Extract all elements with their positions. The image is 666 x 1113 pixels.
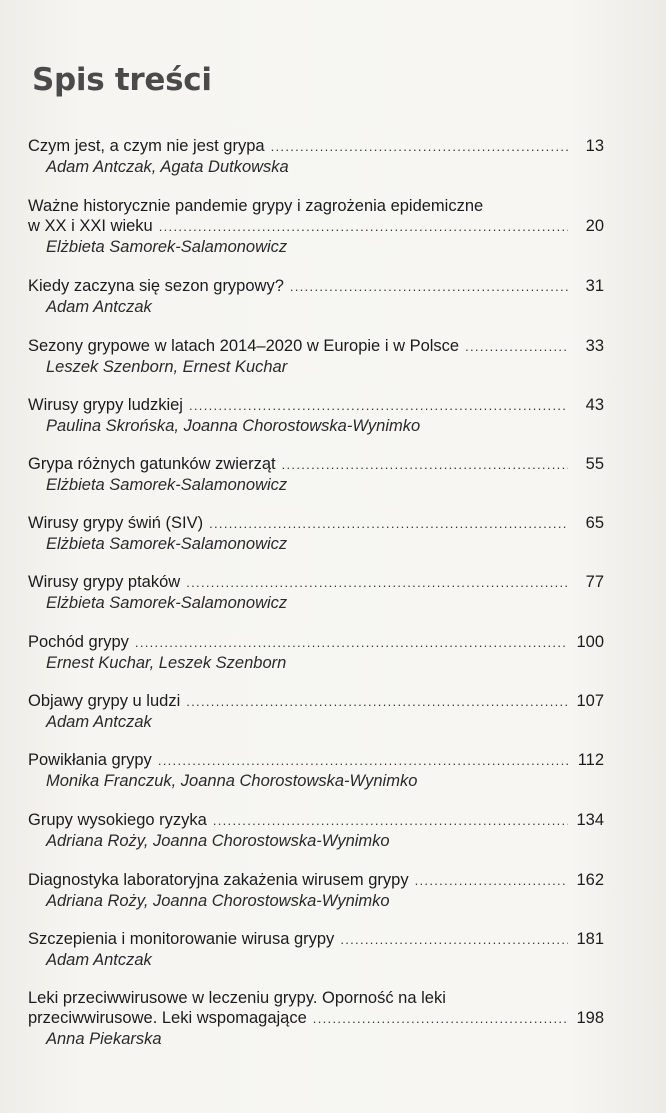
- toc-entry[interactable]: [28, 336, 604, 377]
- toc-entry-title-line: [28, 988, 604, 1008]
- toc-entry-title-row: [28, 513, 604, 534]
- toc-entry-title-row: [28, 276, 604, 297]
- toc-entry[interactable]: [28, 454, 604, 495]
- toc-entry-title-row: [28, 810, 604, 831]
- toc-entry-title-row: [28, 632, 604, 653]
- toc-entry-title: Czym jest, a czym nie jest grypa: [28, 137, 265, 155]
- toc-entry-title-row: [28, 136, 604, 157]
- toc-entry[interactable]: [28, 870, 604, 911]
- dot-leader: [189, 396, 568, 416]
- toc-entry-title: Sezony grypowe w latach 2014–2020 w Europie i w Polsce: [28, 337, 460, 355]
- toc-entry-title: Wirusy grypy ludzkiej: [28, 396, 183, 414]
- toc-entry-title-row: [28, 454, 604, 475]
- toc-entry-title-row: [28, 870, 604, 891]
- toc-entry-authors: Adam Antczak: [46, 713, 152, 731]
- dot-leader: [159, 217, 568, 237]
- toc-entry-authors: Adam Antczak, Agata Dutkowska: [46, 158, 289, 176]
- page-number: 198: [576, 1009, 604, 1027]
- toc-entry-title-line: [28, 196, 604, 216]
- toc-entry-title: Ważne historycznie pandemie grypy i zagrożenia epidemiczne: [28, 197, 484, 215]
- page-number: 112: [577, 751, 604, 769]
- toc-entry-authors: Adam Antczak: [46, 298, 152, 316]
- page-number: 33: [585, 337, 604, 355]
- dot-leader: [415, 871, 568, 891]
- toc-entry-authors: Adriana Roży, Joanna Chorostowska-Wynimko: [46, 892, 390, 910]
- page-number: 162: [576, 871, 604, 889]
- toc-entry-authors: Monika Franczuk, Joanna Chorostowska-Wynimko: [46, 772, 418, 790]
- page-number: 31: [585, 277, 604, 295]
- toc-entry-title: Powikłania grypy: [28, 751, 152, 769]
- page-number: 55: [585, 455, 604, 473]
- toc-entry-authors: Ernest Kuchar, Leszek Szenborn: [46, 654, 287, 672]
- page-number: 134: [576, 811, 604, 829]
- toc-entry-title: w XX i XXI wieku: [28, 217, 153, 235]
- toc-entry[interactable]: [28, 929, 604, 970]
- toc-entry-title: Grupy wysokiego ryzyka: [28, 811, 207, 829]
- toc-entry-title: Leki przeciwwirusowe w leczeniu grypy. Oporność na leki: [28, 989, 446, 1007]
- toc-entry-title-row: [28, 1008, 604, 1029]
- page-number: 107: [576, 692, 604, 710]
- toc-entry-title-row: [28, 395, 604, 416]
- page-number: 65: [585, 514, 604, 532]
- toc-entry-authors: Adam Antczak: [46, 951, 152, 969]
- toc-entry[interactable]: [28, 395, 604, 436]
- page-number: 77: [585, 573, 604, 591]
- dot-leader: [186, 573, 568, 593]
- toc-entry-title: Objawy grypy u ludzi: [28, 692, 181, 710]
- toc-entry-title: Kiedy zaczyna się sezon grypowy?: [28, 277, 284, 295]
- toc-entry-authors: Anna Piekarska: [46, 1030, 162, 1048]
- toc-entry-authors: Elżbieta Samorek-Salamonowicz: [46, 535, 288, 553]
- toc-entry-title-row: [28, 691, 604, 712]
- toc-entry[interactable]: [28, 513, 604, 554]
- dot-leader: [209, 514, 568, 534]
- toc-entry-title: Diagnostyka laboratoryjna zakażenia wirusem grypy: [28, 871, 409, 889]
- toc-entry-title-row: [28, 336, 604, 357]
- dot-leader: [340, 930, 568, 950]
- toc-entry-title: Grypa różnych gatunków zwierząt: [28, 455, 276, 473]
- toc-entry-authors: Paulina Skrońska, Joanna Chorostowska-Wynimko: [46, 417, 421, 435]
- dot-leader: [313, 1009, 568, 1029]
- toc-entry[interactable]: [28, 691, 604, 732]
- dot-leader: [135, 633, 568, 653]
- toc-entry[interactable]: [28, 136, 604, 177]
- toc-entry-title: Szczepienia i monitorowanie wirusa grypy: [28, 930, 335, 948]
- toc-entry-authors: Elżbieta Samorek-Salamonowicz: [46, 594, 288, 612]
- toc-entry[interactable]: [28, 750, 604, 791]
- toc-entry-title-row: [28, 750, 604, 771]
- toc-entry-authors: Leszek Szenborn, Ernest Kuchar: [46, 358, 288, 376]
- toc-entry[interactable]: [28, 988, 604, 1049]
- page-number: 13: [585, 137, 604, 155]
- page-number: 20: [585, 217, 604, 235]
- toc-entry[interactable]: [28, 572, 604, 613]
- page-number: 43: [585, 396, 604, 414]
- dot-leader: [213, 811, 568, 831]
- toc-entry-authors: Adriana Roży, Joanna Chorostowska-Wynimko: [46, 832, 390, 850]
- dot-leader: [271, 137, 568, 157]
- toc-entry-title: przeciwwirusowe. Leki wspomagające: [28, 1009, 307, 1027]
- toc-entry-title: Wirusy grypy ptaków: [28, 573, 181, 591]
- toc-entry[interactable]: [28, 632, 604, 673]
- toc-entry-title-row: [28, 216, 604, 237]
- page-number: 100: [576, 633, 604, 651]
- toc-entry[interactable]: [28, 810, 604, 851]
- page-title: Spis treści: [32, 62, 212, 98]
- toc-entry-authors: Elżbieta Samorek-Salamonowicz: [46, 238, 288, 256]
- toc-entry[interactable]: [28, 276, 604, 317]
- toc-entry-title: Pochód grypy: [28, 633, 129, 651]
- toc-entry-title-row: [28, 572, 604, 593]
- page-number: 181: [576, 930, 604, 948]
- dot-leader: [186, 692, 568, 712]
- dot-leader: [282, 455, 568, 475]
- dot-leader: [465, 337, 568, 357]
- toc-entry-authors: Elżbieta Samorek-Salamonowicz: [46, 476, 288, 494]
- toc-entry-title: Wirusy grypy świń (SIV): [28, 514, 204, 532]
- dot-leader: [158, 751, 568, 771]
- toc-entry-title-row: [28, 929, 604, 950]
- toc-entry[interactable]: [28, 196, 604, 257]
- dot-leader: [290, 277, 568, 297]
